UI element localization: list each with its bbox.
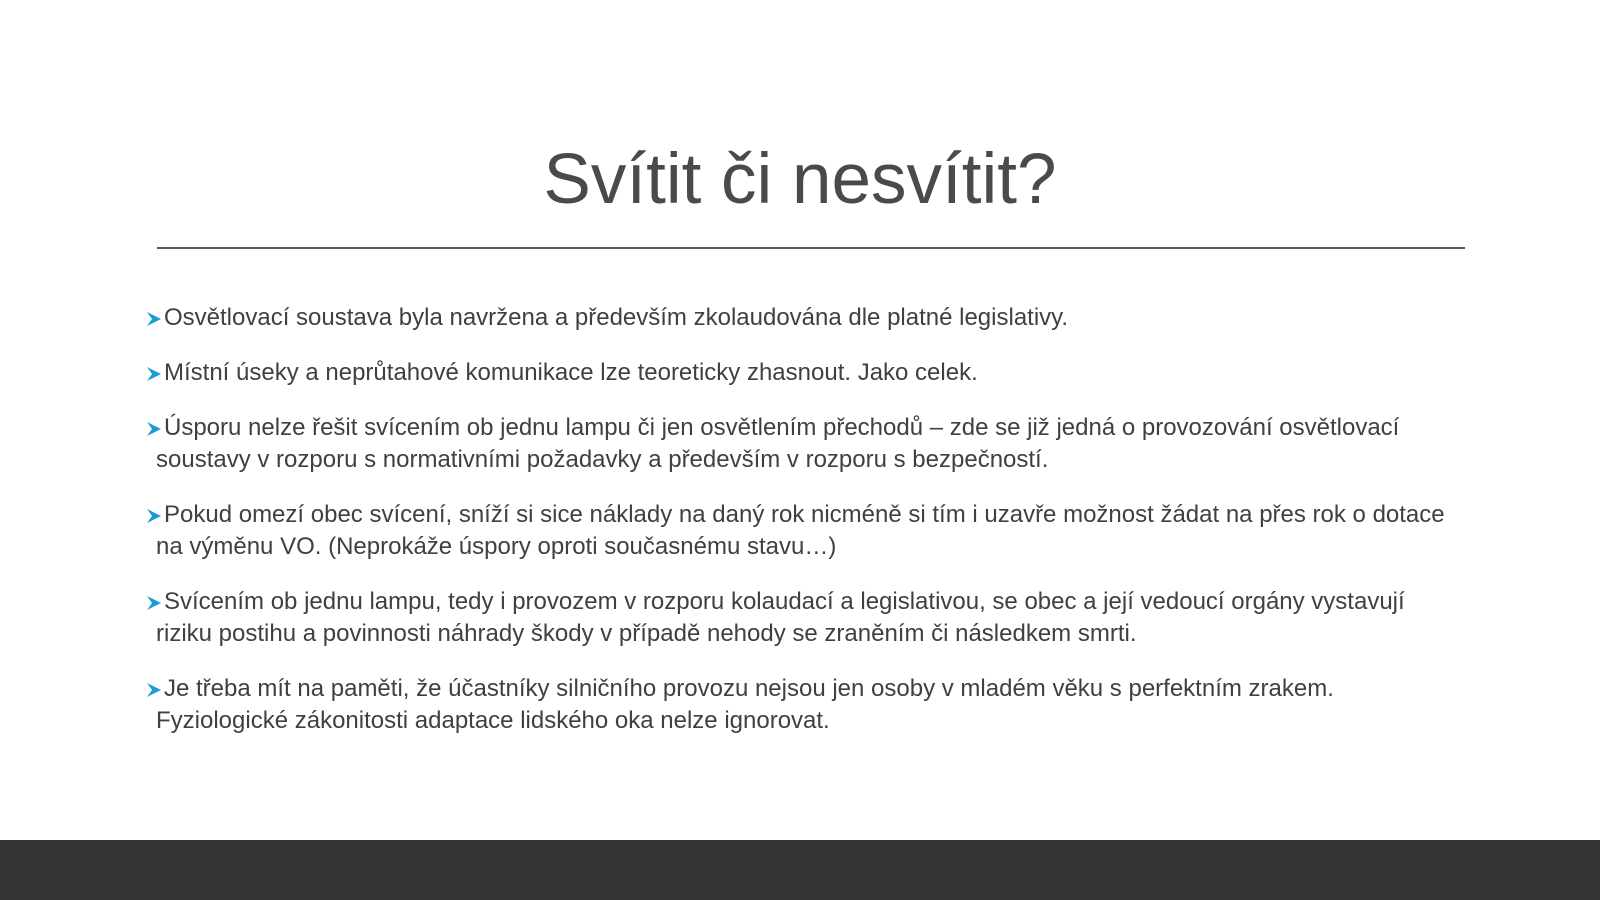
arrow-chevron-icon bbox=[146, 311, 162, 327]
bullet-text: Osvětlovací soustava byla navržena a především zkolaudována dle platné legislativy. bbox=[164, 304, 1069, 331]
bullet-item bbox=[146, 302, 1466, 334]
bullet-item bbox=[146, 412, 1466, 476]
bullet-item bbox=[146, 586, 1466, 650]
arrow-chevron-icon bbox=[146, 508, 162, 524]
bullet-text: Úsporu nelze řešit svícením ob jednu lampu či jen osvětlením přechodů – zde se již jedná o provozování osvětlovací soustavy v rozporu s normativními požadavky a především v rozporu s bezpečností. bbox=[156, 414, 1400, 473]
bullet-text: Svícením ob jednu lampu, tedy i provozem v rozporu kolaudací a legislativou, se obec a její vedoucí orgány vystavují riziku postihu a povinnosti náhrady škody v případě nehody se zraněním či následkem smrti. bbox=[156, 588, 1405, 647]
bullet-item bbox=[146, 499, 1466, 563]
bullet-item bbox=[146, 673, 1466, 737]
bullet-text: Je třeba mít na paměti, že účastníky silničního provozu nejsou jen osoby v mladém věku s perfektním zrakem. Fyziologické zákonitosti adaptace lidského oka nelze ignorovat. bbox=[156, 675, 1334, 734]
arrow-chevron-icon bbox=[146, 421, 162, 437]
bullet-text: Pokud omezí obec svícení, sníží si sice náklady na daný rok nicméně si tím i uzavře možnost žádat na přes rok o dotace na výměnu VO. (Neprokáže úspory oproti současnému stavu…) bbox=[156, 501, 1445, 560]
footer-bar bbox=[0, 840, 1600, 900]
arrow-chevron-icon bbox=[146, 682, 162, 698]
title-divider bbox=[157, 247, 1465, 249]
bullet-list bbox=[146, 302, 1466, 760]
arrow-chevron-icon bbox=[146, 595, 162, 611]
bullet-text: Místní úseky a neprůtahové komunikace lze teoreticky zhasnout. Jako celek. bbox=[164, 359, 978, 386]
slide-title: Svítit či nesvítit? bbox=[543, 140, 1057, 219]
arrow-chevron-icon bbox=[146, 366, 162, 382]
bullet-item bbox=[146, 357, 1466, 389]
